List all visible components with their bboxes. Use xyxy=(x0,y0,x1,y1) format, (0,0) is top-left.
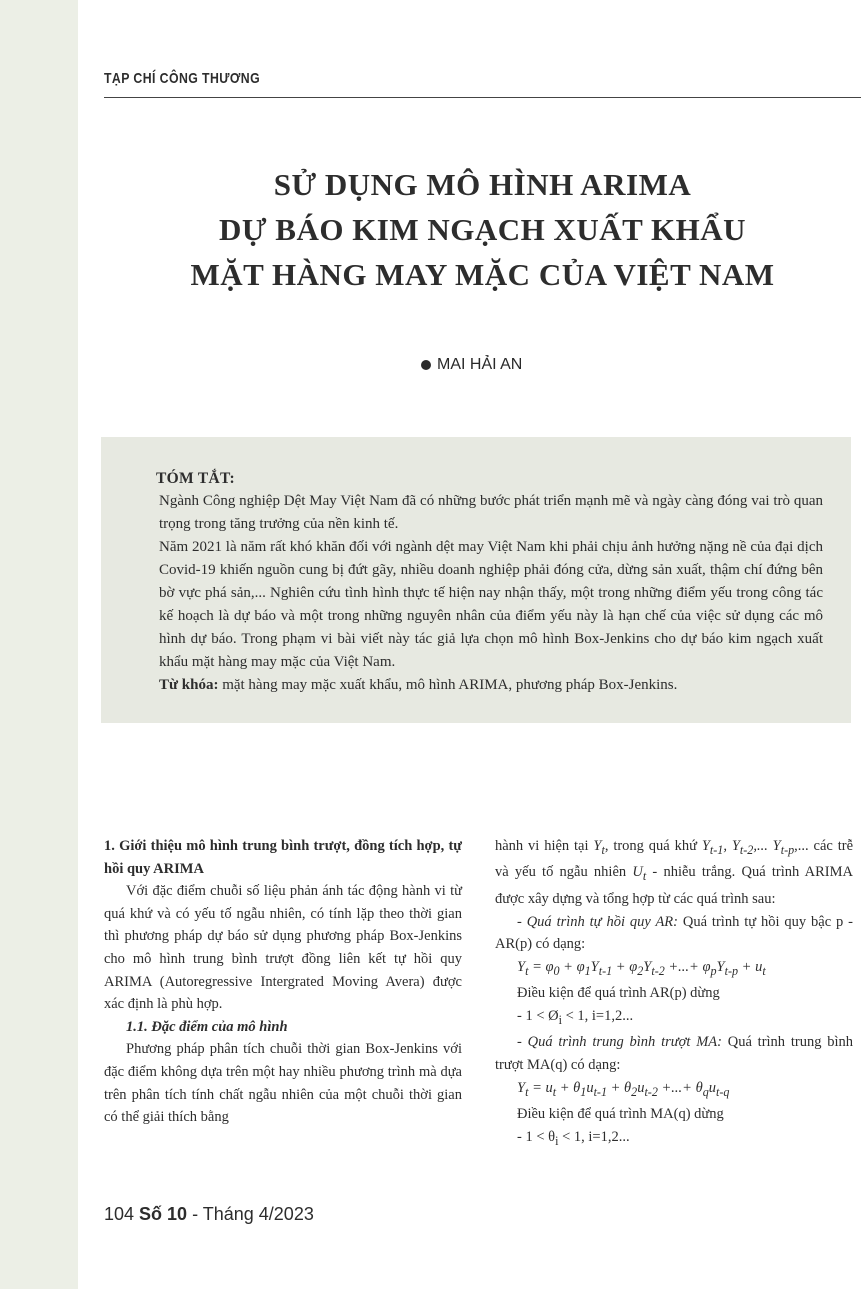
ma-paragraph xyxy=(495,1031,853,1076)
title-line-2: DỰ BÁO KIM NGẠCH XUẤT KHẨU xyxy=(218,212,747,247)
text-run: - nhiễu trắng. Quá trình ARIMA được xây dựng và tổng hợp từ các quá trình sau: xyxy=(495,864,853,907)
page-footer xyxy=(104,1204,314,1225)
text-run: - 1 < Ø xyxy=(517,1007,559,1024)
ma-range: - $1 < \theta_i < 1$, i=1,2... xyxy=(517,1128,630,1148)
text-run: < 1, i=1,2... xyxy=(558,1128,630,1145)
subsection-heading: 1.1. Đặc điểm của mô hình xyxy=(126,1018,288,1035)
body-paragraph: Với đặc điểm chuỗi số liệu phản ánh tác động hành vi từ quá khứ và có yếu tố ngẫu nhiên, có tính lặp theo thời gian thì phương pháp dự báo sử dụng phương pháp Box-Jenkins cho mô hình trung bình trượt đồng liên kết tự hồi quy ARIMA (Autoregressive Intergrated Moving Avera) được xác định là phù hợp. xyxy=(104,883,462,1013)
ar-range: - $1 < Ø_i < 1$, i=1,2... xyxy=(517,1007,634,1027)
abstract-box xyxy=(101,437,851,723)
ar-text: Quá trình tự hồi quy bậc p - AR(p) có dạng: xyxy=(495,913,853,953)
body-paragraph: Phương pháp phân tích chuỗi thời gian Box-Jenkins với đặc điểm không dựa trên một hay nhiều phương trình mà dựa trên phân tích tính chất ngẫu nhiên của một chuỗi thời gian có thể giải thích bằng xyxy=(104,1041,462,1126)
bullet-icon xyxy=(421,360,431,370)
text-run: < 1, i=1,2... xyxy=(561,1007,634,1024)
article-title xyxy=(104,162,861,297)
page-edge-strip xyxy=(0,0,78,1289)
ar-condition: Điều kiện để quá trình AR(p) dừng xyxy=(517,985,720,1002)
header-rule xyxy=(104,97,861,98)
author-line xyxy=(421,356,522,374)
keywords-line xyxy=(159,674,823,697)
text-run: , trong quá khứ xyxy=(604,838,702,854)
title-line-3: MẶT HÀNG MAY MẶC CỦA VIỆT NAM xyxy=(190,257,775,292)
title-line-1: SỬ DỤNG MÔ HÌNH ARIMA xyxy=(273,167,692,202)
ma-equation: $Y_t = u_t + \theta_1u_{t-1} + \theta_2u_{t-2}$ +...+ $\theta_qu_{t-q}$ xyxy=(517,1079,730,1099)
ma-text: Quá trình trung bình trượt MA(q) có dạng: xyxy=(495,1034,853,1073)
right-column xyxy=(495,835,853,1152)
keywords-text: mặt hàng may mặc xuất khẩu, mô hình ARIMA, phương pháp Box-Jenkins. xyxy=(218,677,678,693)
body-paragraph: hành vi hiện tại $Y_t$, trong quá khứ $Y_{t-1}$, $Y_{t-2}$,... $Y_{t-p}$,... các trễ và yếu tố ngẫu nhiên $U_t$ - nhiễu trắng. Quá trình ARIMA được xây dựng và tổng hợp từ các quá trình sau: xyxy=(495,838,854,907)
section-heading: 1. Giới thiệu mô hình trung bình trượt, đồng tích hợp, tự hồi quy ARIMA xyxy=(104,838,462,877)
ar-label: - Quá trình tự hồi quy AR: xyxy=(517,913,678,930)
abstract-paragraph: Năm 2021 là năm rất khó khăn đối với ngành dệt may Việt Nam khi phải chịu ảnh hưởng nặng nề của đại dịch Covid-19 khiến nguồn cung bị đứt gãy, nhiều doanh nghiệp phải đóng cửa, dừng sản xuất, thậm chí đứng bên bờ vực phá sản,... Nghiên cứu tình hình thực tế hiện nay nhận thấy, một trong những điểm yếu trong công tác kế hoạch là dự báo và một trong những nguyên nhân của điểm yếu này là hạn chế của việc sử dụng các mô hình dự báo. Trong phạm vi bài viết này tác giả lựa chọn mô hình Box-Jenkins cho dự báo kim ngạch xuất khẩu mặt hàng may mặc của Việt Nam. xyxy=(159,539,823,670)
author-name: MAI HẢI AN xyxy=(437,356,523,373)
ma-condition: Điều kiện để quá trình MA(q) dừng xyxy=(517,1105,724,1122)
abstract-content xyxy=(156,467,823,697)
issue-date: - Tháng 4/2023 xyxy=(187,1204,314,1224)
page-number: 104 xyxy=(104,1204,135,1224)
ma-label: - Quá trình trung bình trượt MA: xyxy=(517,1034,722,1051)
ar-paragraph xyxy=(495,911,853,956)
left-column xyxy=(104,835,462,1129)
abstract-paragraph: Ngành Công nghiệp Dệt May Việt Nam đã có những bước phát triển mạnh mẽ và ngày càng đóng vai trò quan trọng trong tăng trưởng của nền kinh tế. xyxy=(159,493,823,532)
journal-name: TẠP CHÍ CÔNG THƯƠNG xyxy=(104,70,261,87)
abstract-heading: TÓM TẮT: xyxy=(156,470,235,487)
text-run: các trễ và yếu tố ngẫu nhiên xyxy=(495,838,854,881)
issue-number: Số 10 xyxy=(134,1204,188,1224)
ar-equation: $Y_t = \varphi_0 + \varphi_1Y_{t-1} + \varphi_2Y_{t-2}$ +...+ $\varphi_pY_{t-p} + u_t$ xyxy=(517,958,766,978)
keywords-label: Từ khóa: xyxy=(159,677,219,693)
text-run: hành vi hiện tại xyxy=(495,838,594,854)
text-run: - 1 < θ xyxy=(517,1128,556,1145)
